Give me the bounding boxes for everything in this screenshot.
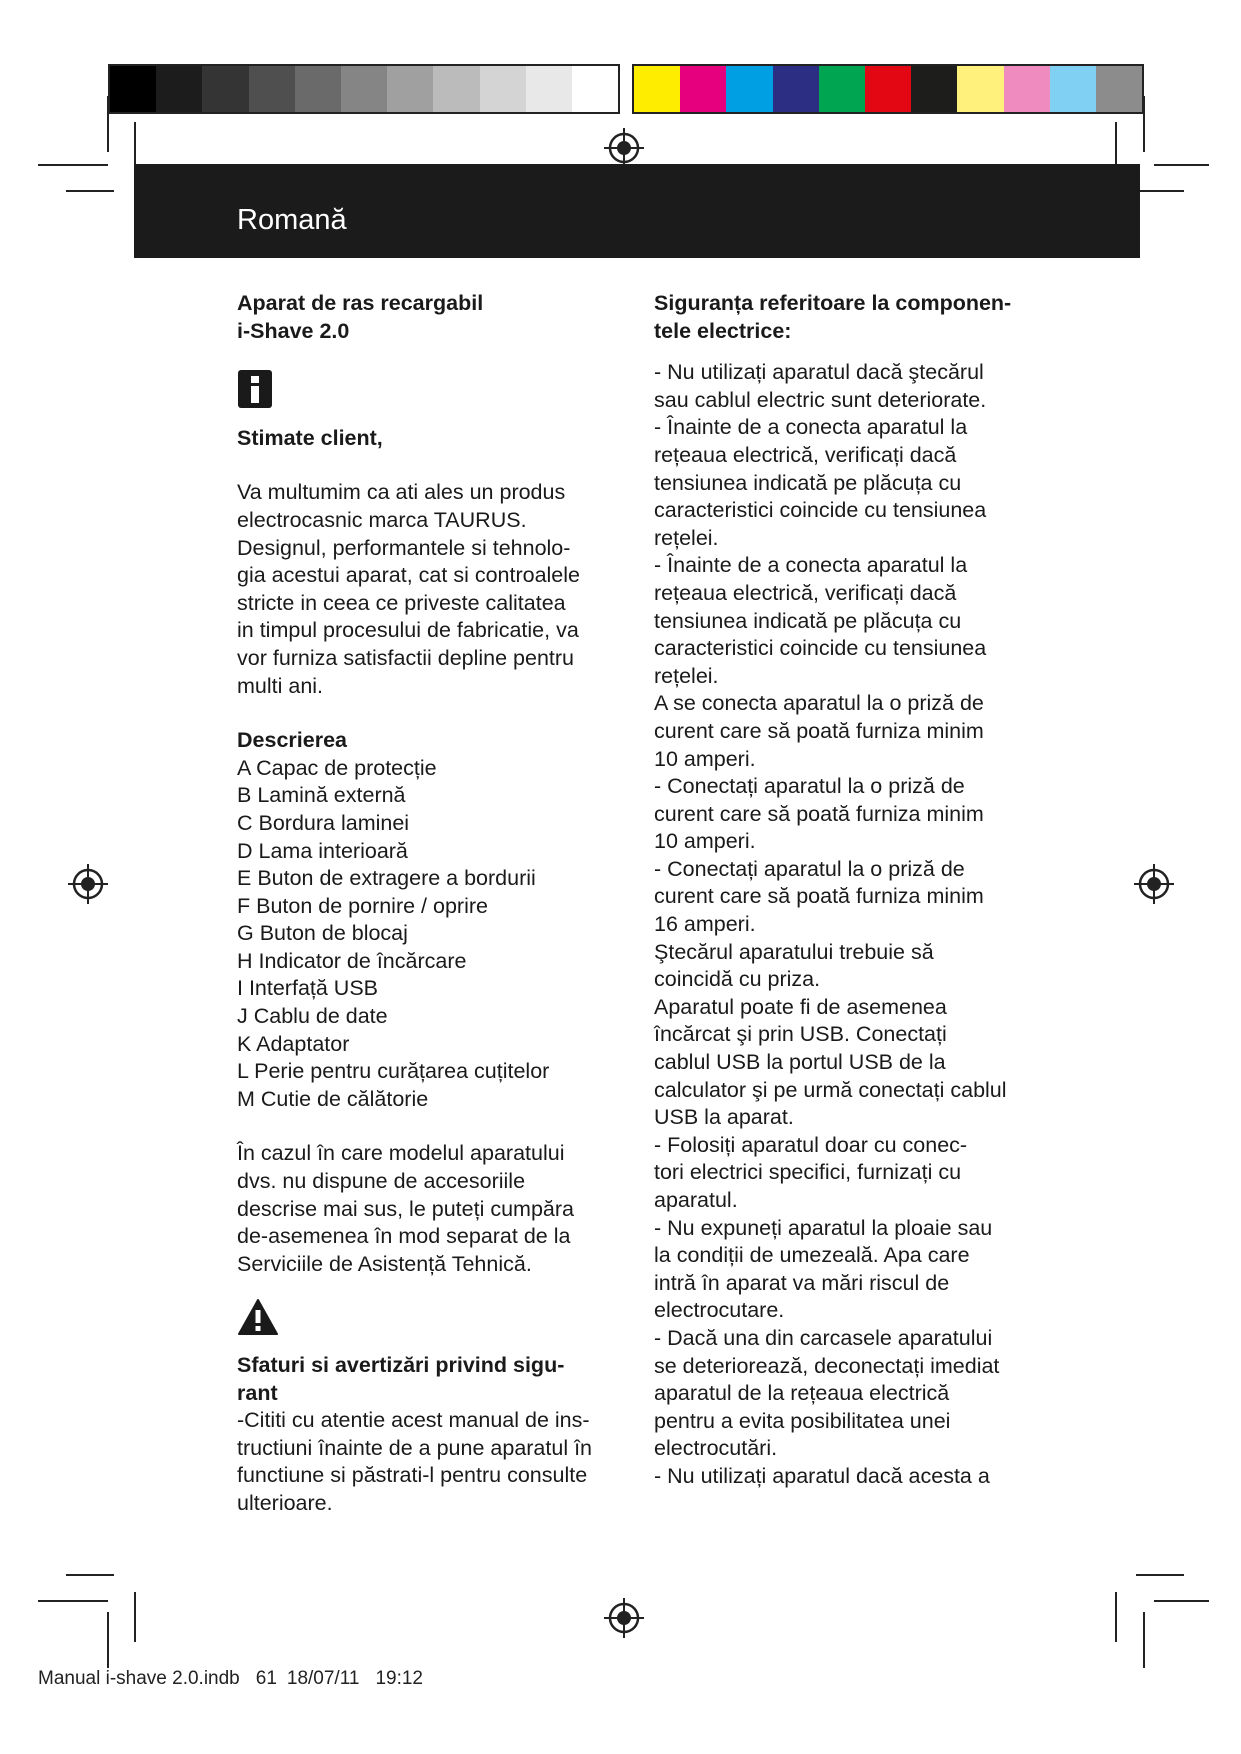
text-line: încărcat şi prin USB. Conectați (654, 1022, 947, 1047)
color-swatch (387, 66, 433, 112)
list-item: H Indicator de încărcare (237, 948, 467, 973)
text-line: USB la aparat. (654, 1105, 794, 1130)
text-line: -Cititi cu atentie acest manual de ins- (237, 1408, 590, 1433)
color-calibration-bar (632, 64, 1144, 114)
registration-mark-icon (1134, 864, 1174, 904)
accessories-note (237, 1140, 617, 1278)
text-line: coincidă cu priza. (654, 967, 821, 992)
crop-mark (38, 164, 108, 166)
text-line: rețelei. (654, 525, 719, 550)
intro-paragraph (237, 479, 617, 700)
crop-mark (66, 190, 114, 192)
color-swatch (341, 66, 387, 112)
text-line: la condiții de umezeală. Apa care (654, 1243, 970, 1268)
list-item: L Perie pentru curățarea cuțitelor (237, 1059, 550, 1084)
color-swatch (1004, 66, 1050, 112)
text-line: 10 amperi. (654, 829, 756, 854)
text-line: aparatul. (654, 1188, 738, 1212)
color-swatch (1050, 66, 1096, 112)
color-swatch (202, 66, 248, 112)
registration-mark-icon (68, 864, 108, 904)
color-swatch (156, 66, 202, 112)
text-line: - Nu expuneți aparatul la ploaie sau (654, 1215, 993, 1240)
text-line: curent care să poată furniza minim (654, 884, 984, 909)
text-line: functiune si păstrati-l pentru consulte (237, 1463, 588, 1488)
right-column (654, 290, 1054, 1491)
page-number: 61 (255, 1668, 277, 1689)
color-swatch (249, 66, 295, 112)
description-heading: Descrierea (237, 728, 347, 753)
electrical-safety-text (654, 359, 1054, 1490)
text-line: tructiuni înainte de a pune aparatul în (237, 1435, 593, 1460)
text-line: ulterioare. (237, 1490, 333, 1515)
list-item: I Interfață USB (237, 976, 379, 1001)
grayscale-calibration-bar (108, 64, 620, 114)
text-line: descrise mai sus, le puteți cumpăra (237, 1196, 574, 1221)
text-line: tori electrici specifici, furnizați cu (654, 1160, 962, 1185)
crop-mark (1115, 1592, 1117, 1642)
color-swatch (726, 66, 772, 112)
language-header (134, 164, 1140, 258)
color-swatch (634, 66, 680, 112)
color-swatch (433, 66, 479, 112)
text-line: curent care să poată furniza minim (654, 801, 984, 826)
text-line: A se conecta aparatul la o priză de (654, 691, 984, 716)
file-name: Manual i-shave 2.0.indb (38, 1668, 240, 1689)
print-slug (38, 1668, 439, 1690)
crop-mark (1154, 164, 1209, 166)
electrical-safety-heading-line1: Siguranța referitoare la componen- (654, 291, 1012, 315)
text-line: Va multumim ca ati ales un produs (237, 480, 566, 505)
text-line: rețelei. (654, 663, 719, 688)
crop-mark (1143, 96, 1145, 152)
list-item: F Buton de pornire / oprire (237, 893, 488, 918)
color-swatch (680, 66, 726, 112)
text-line: electrocutări. (654, 1436, 778, 1461)
greeting: Stimate client, (237, 425, 383, 450)
text-line: Aparatul poate fi de asemenea (654, 994, 947, 1019)
left-column (237, 290, 617, 1518)
text-line: pentru a evita posibilitatea unei (654, 1408, 951, 1433)
text-line: gia acestui aparat, cat si controalele (237, 563, 581, 588)
text-line: tensiunea indicată pe plăcuța cu (654, 470, 962, 495)
color-swatch (819, 66, 865, 112)
registration-mark-icon (604, 1598, 644, 1638)
safety-text (237, 1407, 617, 1517)
color-swatch (572, 66, 618, 112)
text-line: - Dacă una din carcasele aparatului (654, 1325, 993, 1350)
text-line: intră în aparat va mări riscul de (654, 1270, 950, 1295)
text-line: sau cablul electric sunt deteriorate. (654, 387, 987, 412)
parts-list (237, 755, 617, 1114)
text-line: cablul USB la portul USB de la (654, 1050, 946, 1075)
crop-mark (1154, 1600, 1209, 1602)
crop-mark (1136, 1574, 1184, 1576)
text-line: 10 amperi. (654, 746, 756, 771)
text-line: vor furniza satisfactii depline pentru (237, 645, 575, 670)
crop-mark (107, 1612, 109, 1668)
text-line: rețeaua electrică, verificați dacă (654, 442, 957, 467)
text-line: electrocasnic marca TAURUS. (237, 507, 527, 532)
text-line: in timpul procesului de fabricatie, va (237, 618, 579, 643)
text-line: - Conectați aparatul la o priză de (654, 774, 965, 799)
product-title-line2: i-Shave 2.0 (237, 318, 350, 343)
text-line: Ştecărul aparatului trebuie să (654, 939, 934, 964)
color-swatch (526, 66, 572, 112)
crop-mark (38, 1600, 108, 1602)
list-item: J Cablu de date (237, 1004, 388, 1029)
text-line: În cazul în care modelul aparatului (237, 1141, 565, 1166)
list-item: G Buton de blocaj (237, 921, 408, 946)
list-item: M Cutie de călătorie (237, 1086, 429, 1111)
list-item: B Lamină externă (237, 783, 406, 808)
text-line: multi ani. (237, 673, 324, 698)
text-line: dvs. nu dispune de accesoriile (237, 1169, 526, 1194)
print-time: 19:12 (375, 1668, 423, 1689)
language-title: Romană (237, 204, 347, 236)
text-line: calculator şi pe urmă conectați cablul (654, 1077, 1007, 1102)
list-item: C Bordura laminei (237, 810, 410, 835)
color-swatch (865, 66, 911, 112)
text-line: Serviciile de Asistență Tehnică. (237, 1251, 532, 1276)
product-title-line1: Aparat de ras recargabil (237, 291, 484, 315)
crop-mark (107, 96, 109, 152)
warning-icon (237, 1298, 617, 1344)
text-line: - Nu utilizați aparatul dacă acesta a (654, 1463, 990, 1488)
crop-mark (134, 1592, 136, 1642)
list-item: D Lama interioară (237, 838, 408, 863)
list-item: A Capac de protecție (237, 755, 437, 780)
electrical-safety-heading-line2: tele electrice: (654, 318, 792, 343)
text-line: - Folosiți aparatul doar cu conec- (654, 1132, 968, 1157)
color-swatch (1096, 66, 1142, 112)
color-swatch (110, 66, 156, 112)
color-swatch (957, 66, 1003, 112)
info-icon (237, 369, 617, 417)
text-line: se deteriorează, deconectați imediat (654, 1353, 1000, 1378)
color-swatch (911, 66, 957, 112)
text-line: - Înainte de a conecta aparatul la (654, 415, 968, 440)
color-swatch (295, 66, 341, 112)
text-line: Designul, performantele si tehnolo- (237, 535, 571, 560)
text-line: electrocutare. (654, 1298, 785, 1323)
text-line: - Conectați aparatul la o priză de (654, 856, 965, 881)
text-line: - Nu utilizați aparatul dacă ştecărul (654, 360, 984, 385)
color-swatch (773, 66, 819, 112)
text-line: aparatul de la rețeaua electrică (654, 1381, 950, 1406)
text-line: - Înainte de a conecta aparatul la (654, 553, 968, 578)
text-line: tensiunea indicată pe plăcuța cu (654, 608, 962, 633)
text-line: caracteristici coincide cu tensiunea (654, 498, 987, 523)
safety-heading-line1: Sfaturi si avertizări privind sigu- (237, 1353, 565, 1377)
list-item: K Adaptator (237, 1031, 350, 1056)
text-line: caracteristici coincide cu tensiunea (654, 636, 987, 661)
safety-heading-line2: rant (237, 1380, 278, 1405)
text-line: 16 amperi. (654, 912, 756, 937)
text-line: rețeaua electrică, verificați dacă (654, 580, 957, 605)
crop-mark (1143, 1612, 1145, 1668)
print-date: 18/07/11 (286, 1668, 360, 1689)
registration-mark-icon (604, 128, 644, 168)
list-item: E Buton de extragere a bordurii (237, 866, 536, 891)
text-line: de-asemenea în mod separat de la (237, 1224, 571, 1249)
text-line: curent care să poată furniza minim (654, 718, 984, 743)
text-line: stricte in ceea ce priveste calitatea (237, 590, 566, 615)
crop-mark (66, 1574, 114, 1576)
color-swatch (480, 66, 526, 112)
crop-mark (1136, 190, 1184, 192)
